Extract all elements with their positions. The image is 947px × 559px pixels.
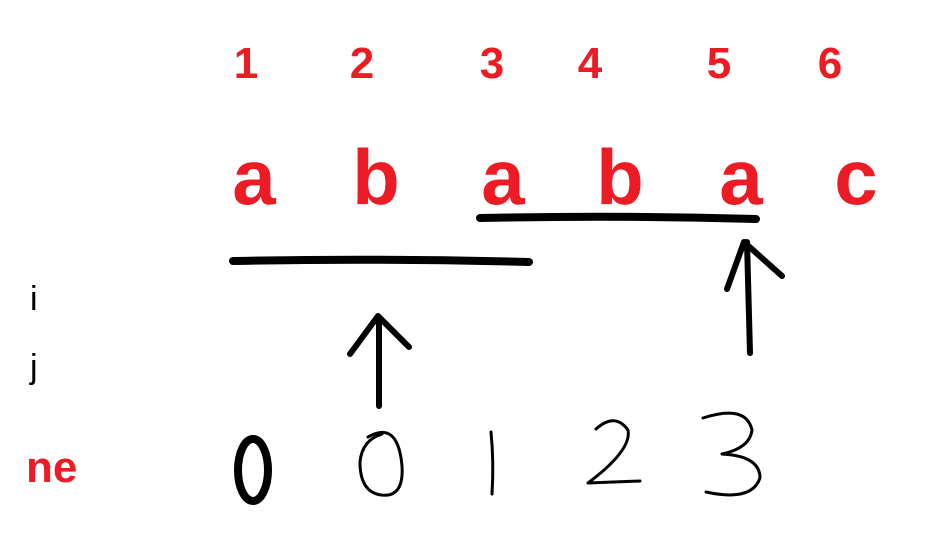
row-label-ne: ne (26, 443, 78, 492)
pattern-char-6: c (834, 133, 878, 221)
ne-value-0-mark (238, 439, 268, 501)
pattern-char-1: a (232, 133, 276, 221)
row-label-j: j (30, 348, 38, 386)
pattern-char-2: b (352, 133, 400, 221)
ne-value-2-mark (491, 432, 493, 494)
ne-value-1-mark (360, 432, 402, 495)
index-5: 5 (706, 39, 732, 88)
ne-value-3-mark (588, 421, 640, 483)
ne-value-4-mark (703, 413, 760, 495)
index-3: 3 (479, 39, 505, 88)
pattern-char-3: a (481, 133, 525, 221)
pattern-char-4: b (596, 133, 644, 221)
suffix-underline (480, 217, 756, 219)
j-pointer-arrow-icon (350, 316, 409, 406)
row-label-i: i (30, 280, 38, 318)
index-2: 2 (349, 39, 375, 88)
index-1: 1 (233, 39, 259, 88)
i-pointer-arrow-icon (727, 242, 782, 353)
index-6: 6 (817, 39, 843, 88)
prefix-underline (233, 260, 529, 262)
pattern-char-5: a (719, 133, 763, 221)
index-4: 4 (577, 39, 603, 88)
